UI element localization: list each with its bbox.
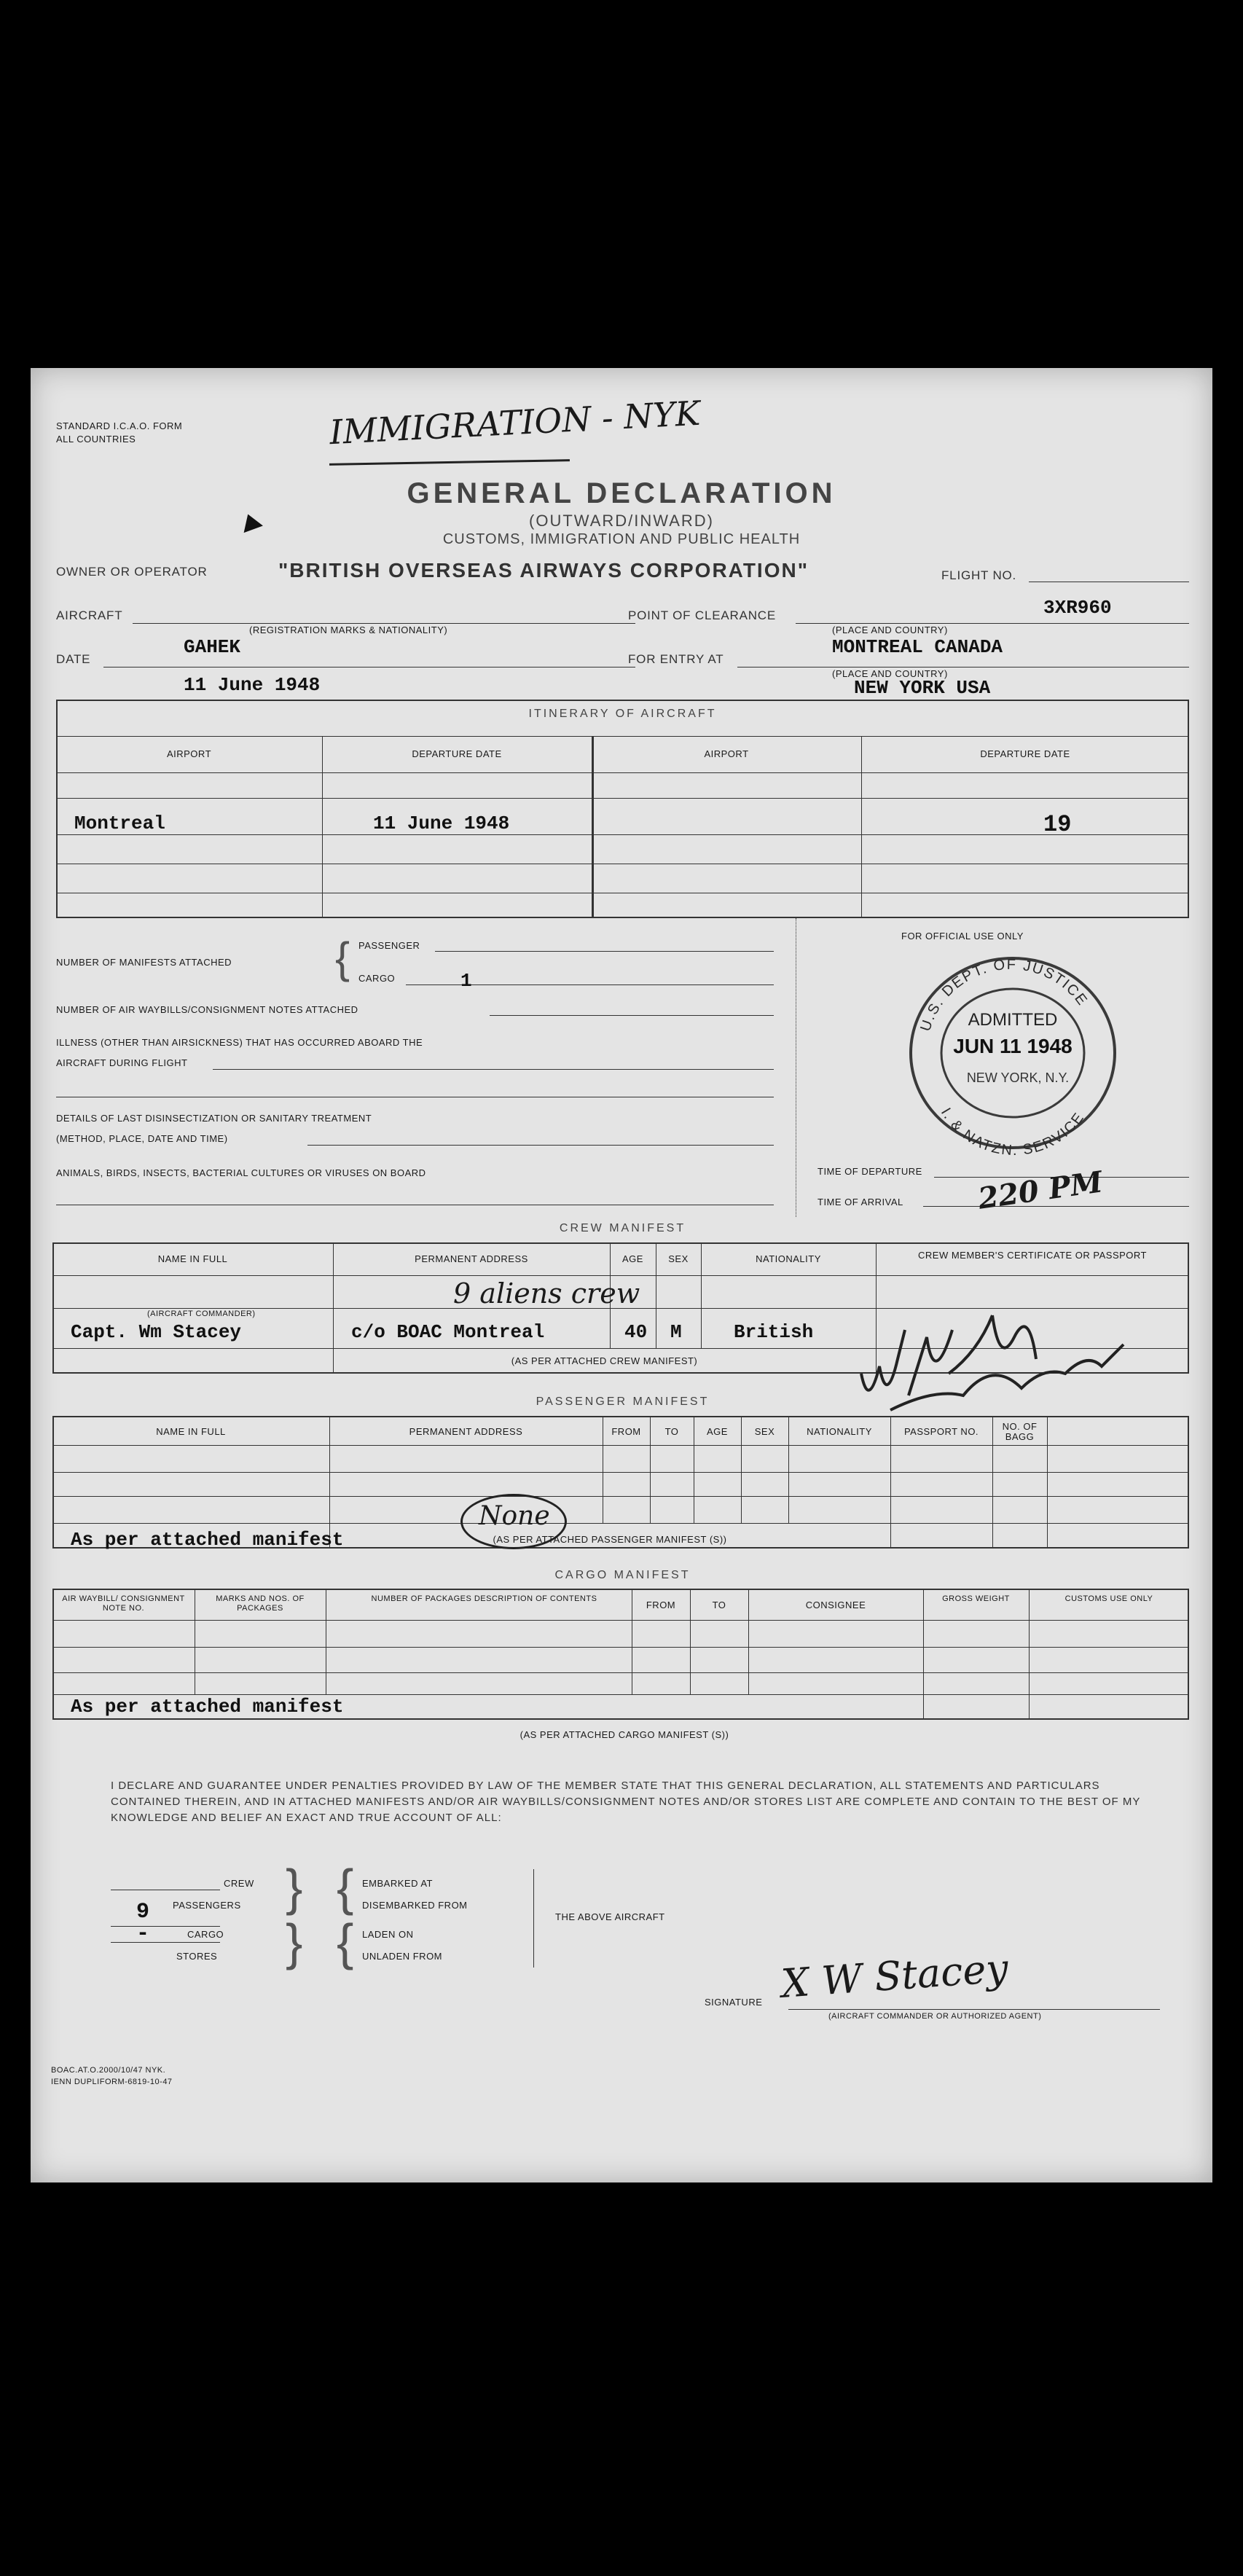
clearance-label: POINT OF CLEARANCE: [628, 608, 777, 622]
cargo-note: (AS PER ATTACHED CARGO MANIFEST (S)): [519, 1729, 729, 1740]
pax-header-nationality: NATIONALITY: [807, 1426, 872, 1437]
decl-crew-value: 9: [136, 1900, 150, 1925]
entry-label: FOR ENTRY AT: [628, 652, 724, 666]
decl-passengers-label: PASSENGERS: [173, 1900, 241, 1911]
pax-header-to: TO: [664, 1426, 679, 1437]
commander-signature: X W Stacey: [780, 1945, 1010, 2007]
aircraft-label: AIRCRAFT: [56, 608, 123, 622]
clearance-caption: (PLACE AND COUNTRY): [832, 625, 948, 635]
decl-laden: LADEN ON: [362, 1929, 414, 1940]
crew-sex: M: [670, 1321, 682, 1343]
form-subtitle: (OUTWARD/INWARD): [529, 512, 714, 530]
crew-header-certificate: CREW MEMBER'S CERTIFICATE OR PASSPORT: [918, 1250, 1147, 1261]
itin-header-airport-1: AIRPORT: [166, 748, 212, 759]
pax-header-address: PERMANENT ADDRESS: [409, 1426, 523, 1437]
itin-header-airport-2: AIRPORT: [704, 748, 749, 759]
cargo-header-customs: CUSTOMS USE ONLY: [1064, 1594, 1153, 1603]
crew-header-address: PERMANENT ADDRESS: [415, 1253, 528, 1264]
itin-airport-1: Montreal: [74, 813, 165, 834]
manifests-label: NUMBER OF MANIFESTS ATTACHED: [56, 957, 232, 968]
cargo-manifest-value: 1: [460, 970, 472, 992]
stamp-city: NEW YORK, N.Y.: [966, 1070, 1070, 1085]
pax-note: (AS PER ATTACHED PASSENGER MANIFEST (S)): [493, 1534, 727, 1545]
commander-label: (AIRCRAFT COMMANDER): [147, 1309, 256, 1318]
flight-label: FLIGHT NO.: [941, 568, 1017, 582]
owner-value: "BRITISH OVERSEAS AIRWAYS CORPORATION": [278, 559, 809, 582]
cargo-header-to: TO: [712, 1600, 726, 1610]
form-countries-note: ALL COUNTRIES: [56, 434, 136, 445]
passenger-manifest-label: PASSENGER: [358, 940, 420, 951]
form-agencies: CUSTOMS, IMMIGRATION AND PUBLIC HEALTH: [442, 531, 801, 547]
crew-certificate-signature: [847, 1286, 1160, 1432]
cargo-header-from: FROM: [646, 1600, 676, 1610]
crew-header-name: NAME IN FULL: [157, 1253, 228, 1264]
itin-date-2: 19: [1043, 811, 1072, 838]
aircraft-value: GAHEK: [184, 636, 241, 658]
pax-header-sex: SEX: [754, 1426, 775, 1437]
pax-row: As per attached manifest: [71, 1529, 344, 1551]
arrival-time-value: 220 PM: [976, 1164, 1105, 1216]
decl-above-aircraft: THE ABOVE AIRCRAFT: [555, 1911, 665, 1922]
decl-stores-label: STORES: [176, 1951, 218, 1962]
animals-label: ANIMALS, BIRDS, INSECTS, BACTERIAL CULTURES OR VIRUSES ON BOARD: [56, 1167, 426, 1178]
illness-label-1: ILLNESS (OTHER THAN AIRSICKNESS) THAT HAS OCCURRED ABOARD THE: [56, 1037, 423, 1048]
decl-cargo-label: CARGO: [187, 1929, 224, 1940]
date-label: DATE: [56, 652, 91, 666]
entry-value: NEW YORK USA: [854, 677, 991, 699]
cargo-header-weight: GROSS WEIGHT: [942, 1594, 1010, 1603]
immigration-stamp: [898, 944, 1131, 1162]
crew-age: 40: [624, 1321, 648, 1343]
crew-handwritten-note: 9 aliens crew: [453, 1277, 640, 1309]
footer-line-2: IENN DUPLIFORM-6819-10-47: [51, 2078, 173, 2086]
crew-note: (AS PER ATTACHED CREW MANIFEST): [511, 1355, 698, 1366]
form-title: GENERAL DECLARATION: [407, 477, 836, 509]
crew-nationality: British: [734, 1321, 814, 1343]
crew-header-age: AGE: [622, 1253, 643, 1264]
decl-crew-label: CREW: [224, 1878, 254, 1889]
decl-cargo-value: -: [136, 1922, 150, 1946]
pax-header-age: AGE: [707, 1426, 728, 1437]
itin-header-date-1: DEPARTURE DATE: [412, 748, 502, 759]
stamp-admitted: ADMITTED: [968, 1010, 1058, 1030]
aircraft-caption: (REGISTRATION MARKS & NATIONALITY): [249, 625, 448, 635]
handwritten-underline: [329, 459, 570, 466]
cargo-manifest-label: CARGO: [358, 973, 396, 984]
decl-disembarked: DISEMBARKED FROM: [362, 1900, 468, 1911]
footer-line-1: BOAC.AT.O.2000/10/47 NYK.: [51, 2066, 166, 2075]
arrival-time-label: TIME OF ARRIVAL: [817, 1197, 903, 1207]
stamp-date: JUN 11 1948: [953, 1035, 1073, 1057]
crew-header-sex: SEX: [668, 1253, 689, 1264]
disinsect-label-1: DETAILS OF LAST DISINSECTIZATION OR SANITARY TREATMENT: [56, 1113, 372, 1124]
itinerary-title: ITINERARY OF AIRCRAFT: [528, 708, 717, 720]
itin-header-date-2: DEPARTURE DATE: [980, 748, 1070, 759]
cargo-header-description: NUMBER OF PACKAGES DESCRIPTION OF CONTENTS: [371, 1594, 597, 1603]
itin-date-1: 11 June 1948: [373, 813, 510, 834]
crew-address: c/o BOAC Montreal: [351, 1321, 545, 1343]
declaration-form: STANDARD I.C.A.O. FORM ALL COUNTRIES IMMIGRATION - NYK GENERAL DECLARATION (OUTWARD/INWARD) CUSTOMS, IMMIGRATION AND PUBLIC HEALTH OWNER OR OPERATOR "BRITISH OVERSEAS AIRWAYS CORPORATION" FLIGHT NO. 3XR960 AIRCRAFT (REGISTRATION MARKS & NATIONALITY) GAHEK POINT OF CLEARANCE (PLACE AND COUNTRY) MONTREAL CANADA DATE 11 June 1948 FOR ENTRY AT (PLACE AND COUNTRY) NEW YORK USA ITINERARY OF AIRCRAFT AIRPORT DEPARTURE DATE AIRPORT DEPARTURE DATE Montreal 11 June 1948 19 NUMBER OF MANIFESTS ATTACHED { PASSENGER CARGO 1 NUMBER OF AIR WAYBILLS/CONSIGNMENT NOTES ATTACHED ILLNESS (OTHER THAN AIRSICKNESS) THAT HAS OCCURRED ABOARD THE AIRCRAFT DURING FLIGHT DETAILS OF LAST DISINSECTIZATION OR SANITARY TREATMENT (METHOD, PLACE, DATE AND TIME) ANIMALS, BIRDS, INSECTS, BACTERIAL CULTURES OR VIRUSES ON BOARD FOR OFFICIAL USE ONLY U.S. DEPT. OF JUSTICE I. & NATZN. SERVICE ADMITTED JUN 11 1948 NEW YORK, N.Y. TIME OF DEPARTURE TIME OF ARRIVAL 220 PM CREW MANIFEST NAME IN FULL PERMANENT ADDRESS AGE SEX NATIONALITY CREW MEMBER'S CERTIFICATE OR PASSPORT 9 aliens crew (AIRCRAFT COMMANDER) Capt. Wm Stacey c/o BOAC Montreal 40 M British (AS PER ATTACHED CREW MANIFEST) PASSENGER MANIFEST NAME IN FULL PERMANENT ADDRESS FROM TO AGE SEX NATIONALITY PASSPORT NO. NO. OF BAGG As per attached manifest None (AS PER ATTACHED PASSENGER MANIFEST (S)) CARGO MANIFEST AIR WAYBILL/ CONSIGNMENT NOTE NO. MARKS AND NOS. OF PACKAGES NUMBER OF PACKAGES DESCRIPTION OF CONTENTS FROM TO CONSIGNEE GROSS WEIGHT CUSTOMS USE ONLY As per attached manifest (AS PER ATTACHED CARGO MANIFEST (S)) I DECLARE AND GUARANTEE UNDER PENALTIES PROVIDED BY LAW OF THE MEMBER STATE THAT THIS GENERAL DECLARATION, ALL STATEMENTS AND PARTICULARS CONTAINED THEREIN, AND IN ATTACHED MANIFESTS AND/OR AIR WAYBILLS/CONSIGNMENT NOTES AND/OR STORES LIST ARE COMPLETE AND CONTAIN TO THE BEST OF MY KNOWLEDGE AND BELIEF AN EXACT AND TRUE ACCOUNT OF ALL: CREW PASSENGERS 9 CARGO - STORES } } { { EMBARKED AT DISEMBARKED FROM LADEN ON UNLADEN FROM THE ABOVE AIRCRAFT SIGNATURE X W Stacey (AIRCRAFT COMMANDER OR AUTHORIZED AGENT) BOAC.AT.O.2000/10/47 NYK. IENN DUPLIFORM-6819-10-47: [31, 368, 1212, 2182]
passenger-title: PASSENGER MANIFEST: [536, 1395, 710, 1408]
illness-label-2: AIRCRAFT DURING FLIGHT: [56, 1057, 188, 1068]
cargo-header-waybill: AIR WAYBILL/ CONSIGNMENT NOTE NO.: [62, 1594, 185, 1613]
pax-handwritten-none: None: [479, 1501, 550, 1531]
declaration-text: I DECLARE AND GUARANTEE UNDER PENALTIES PROVIDED BY LAW OF THE MEMBER STATE THAT THIS GENERAL DECLARATION, ALL STATEMENTS AND PARTICULARS CONTAINED THEREIN, AND IN ATTACHED MANIFESTS AND/OR AIR WAYBILLS/CONSIGNMENT NOTES AND/OR STORES LIST ARE COMPLETE AND CONTAIN TO THE BEST OF MY KNOWLEDGE AND BELIEF AN EXACT AND TRUE ACCOUNT OF ALL:: [111, 1780, 1141, 1824]
cargo-header-consignee: CONSIGNEE: [805, 1600, 866, 1610]
cargo-title: CARGO MANIFEST: [554, 1569, 691, 1581]
cargo-row: As per attached manifest: [71, 1696, 344, 1718]
handwritten-header: IMMIGRATION - NYK: [328, 393, 702, 453]
decl-embarked: EMBARKED AT: [362, 1878, 434, 1889]
crew-title: CREW MANIFEST: [559, 1222, 686, 1234]
stamp-top-text: U.S. DEPT. OF JUSTICE: [917, 956, 1091, 1033]
form-standard-note: STANDARD I.C.A.O. FORM: [56, 420, 183, 431]
flight-value: 3XR960: [1043, 597, 1112, 619]
crew-header-nationality: NATIONALITY: [756, 1253, 821, 1264]
signature-label: SIGNATURE: [705, 1997, 763, 2008]
date-value: 11 June 1948: [184, 674, 321, 696]
pax-header-passport: PASSPORT NO.: [903, 1426, 979, 1437]
itinerary-table: [56, 700, 1189, 918]
stamp-bottom-text: I. & NATZN. SERVICE: [937, 1105, 1088, 1159]
pax-header-from: FROM: [611, 1426, 641, 1437]
owner-label: OWNER OR OPERATOR: [56, 565, 208, 579]
pax-header-name: NAME IN FULL: [156, 1426, 226, 1437]
decl-unladen: UNLADEN FROM: [362, 1951, 443, 1962]
cargo-header-marks: MARKS AND NOS. OF PACKAGES: [216, 1594, 305, 1613]
official-use-label: FOR OFFICIAL USE ONLY: [901, 931, 1024, 941]
signature-caption: (AIRCRAFT COMMANDER OR AUTHORIZED AGENT): [828, 2012, 1042, 2021]
pax-header-baggage: NO. OF BAGG: [1002, 1421, 1038, 1442]
departure-time-label: TIME OF DEPARTURE: [817, 1166, 922, 1177]
crew-name: Capt. Wm Stacey: [71, 1321, 242, 1343]
waybills-label: NUMBER OF AIR WAYBILLS/CONSIGNMENT NOTES ATTACHED: [56, 1004, 358, 1015]
clearance-value: MONTREAL CANADA: [832, 636, 1003, 658]
entry-caption: (PLACE AND COUNTRY): [832, 668, 948, 679]
svg-text:I. & NATZN. SERVICE: [938, 1105, 1088, 1159]
disinsect-label-2: (METHOD, PLACE, DATE AND TIME): [56, 1133, 228, 1144]
